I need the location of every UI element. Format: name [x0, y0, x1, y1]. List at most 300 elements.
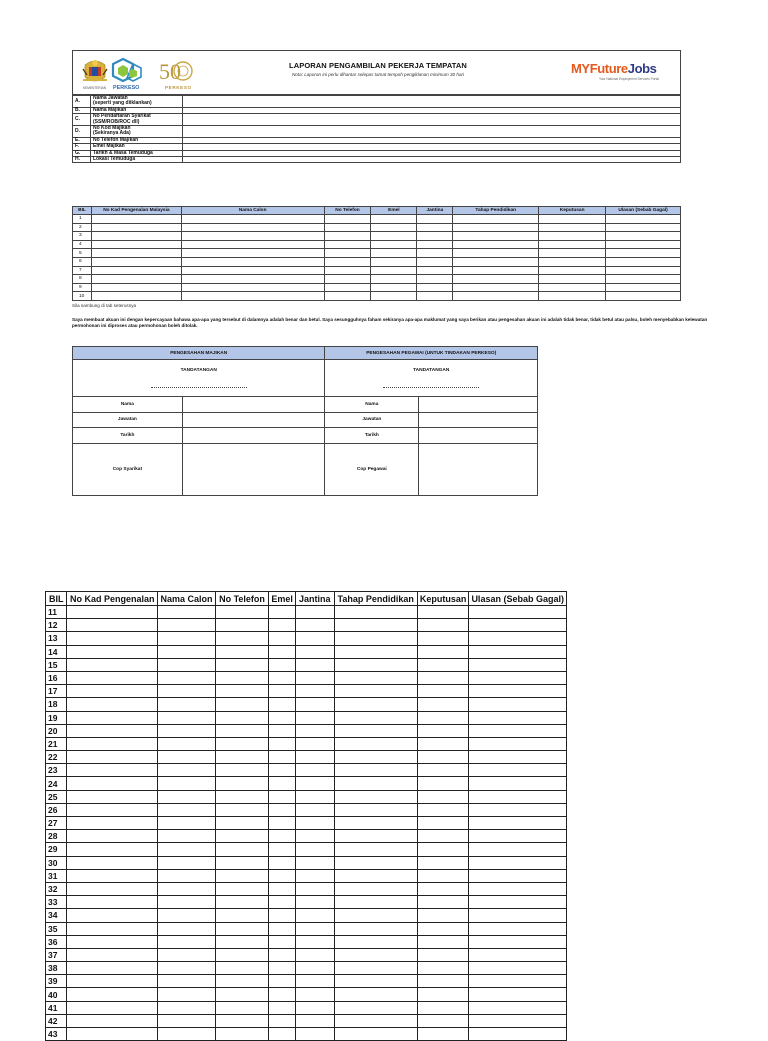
table-cell[interactable]	[181, 240, 324, 249]
table-cell[interactable]	[469, 988, 567, 1001]
table-cell[interactable]	[334, 1028, 417, 1041]
table-cell[interactable]	[158, 619, 216, 632]
table-cell[interactable]	[181, 215, 324, 224]
info-row-value-field[interactable]	[183, 96, 681, 108]
table-cell[interactable]	[215, 777, 268, 790]
table-cell[interactable]	[417, 975, 469, 988]
table-cell[interactable]	[269, 909, 296, 922]
table-cell[interactable]	[269, 843, 296, 856]
table-cell[interactable]	[269, 724, 296, 737]
table-cell[interactable]	[181, 266, 324, 275]
table-cell[interactable]	[296, 658, 334, 671]
table-cell[interactable]	[67, 803, 158, 816]
table-cell[interactable]	[334, 658, 417, 671]
table-cell[interactable]	[215, 909, 268, 922]
table-cell[interactable]	[417, 275, 453, 284]
table-cell[interactable]	[417, 1014, 469, 1027]
table-cell[interactable]	[469, 803, 567, 816]
table-cell[interactable]	[469, 935, 567, 948]
info-row-value-field[interactable]	[183, 157, 681, 163]
info-row-value-field[interactable]	[183, 114, 681, 126]
table-cell[interactable]	[181, 283, 324, 292]
table-cell[interactable]	[469, 658, 567, 671]
table-cell[interactable]	[371, 283, 417, 292]
table-cell[interactable]	[67, 1014, 158, 1027]
table-cell[interactable]	[215, 724, 268, 737]
table-cell[interactable]	[606, 275, 681, 284]
table-cell[interactable]	[324, 249, 371, 258]
table-cell[interactable]	[324, 275, 371, 284]
table-cell[interactable]	[215, 764, 268, 777]
table-cell[interactable]	[158, 764, 216, 777]
table-cell[interactable]	[371, 266, 417, 275]
table-cell[interactable]	[215, 698, 268, 711]
table-cell[interactable]	[269, 698, 296, 711]
table-cell[interactable]	[215, 948, 268, 961]
table-cell[interactable]	[469, 645, 567, 658]
table-cell[interactable]	[417, 698, 469, 711]
table-cell[interactable]	[158, 830, 216, 843]
table-cell[interactable]	[417, 962, 469, 975]
table-cell[interactable]	[91, 232, 181, 241]
table-cell[interactable]	[67, 817, 158, 830]
table-cell[interactable]	[269, 988, 296, 1001]
table-cell[interactable]	[417, 1001, 469, 1014]
table-cell[interactable]	[67, 843, 158, 856]
table-cell[interactable]	[417, 619, 469, 632]
table-cell[interactable]	[334, 737, 417, 750]
table-cell[interactable]	[158, 790, 216, 803]
table-cell[interactable]	[334, 777, 417, 790]
table-cell[interactable]	[539, 223, 606, 232]
table-cell[interactable]	[469, 1014, 567, 1027]
table-cell[interactable]	[417, 843, 469, 856]
table-cell[interactable]	[334, 724, 417, 737]
table-cell[interactable]	[469, 909, 567, 922]
table-cell[interactable]	[469, 737, 567, 750]
table-cell[interactable]	[158, 658, 216, 671]
table-cell[interactable]	[334, 1001, 417, 1014]
table-cell[interactable]	[158, 817, 216, 830]
table-cell[interactable]	[158, 632, 216, 645]
table-cell[interactable]	[215, 632, 268, 645]
table-cell[interactable]	[417, 790, 469, 803]
table-cell[interactable]	[417, 606, 469, 619]
table-cell[interactable]	[269, 751, 296, 764]
table-cell[interactable]	[158, 909, 216, 922]
table-cell[interactable]	[296, 817, 334, 830]
table-cell[interactable]	[417, 266, 453, 275]
table-cell[interactable]	[469, 711, 567, 724]
table-cell[interactable]	[67, 790, 158, 803]
table-cell[interactable]	[334, 935, 417, 948]
table-cell[interactable]	[417, 764, 469, 777]
table-cell[interactable]	[606, 249, 681, 258]
table-cell[interactable]	[371, 240, 417, 249]
table-cell[interactable]	[606, 223, 681, 232]
table-cell[interactable]	[215, 856, 268, 869]
table-cell[interactable]	[296, 922, 334, 935]
table-cell[interactable]	[417, 882, 469, 895]
table-cell[interactable]	[453, 240, 539, 249]
table-cell[interactable]	[469, 948, 567, 961]
table-cell[interactable]	[269, 606, 296, 619]
table-cell[interactable]	[296, 751, 334, 764]
table-cell[interactable]	[67, 1001, 158, 1014]
table-cell[interactable]	[469, 817, 567, 830]
table-cell[interactable]	[469, 869, 567, 882]
officer-stamp-field[interactable]	[419, 443, 538, 495]
table-cell[interactable]	[371, 232, 417, 241]
table-cell[interactable]	[539, 257, 606, 266]
table-cell[interactable]	[215, 896, 268, 909]
table-cell[interactable]	[269, 869, 296, 882]
table-cell[interactable]	[67, 619, 158, 632]
table-cell[interactable]	[296, 645, 334, 658]
table-cell[interactable]	[324, 240, 371, 249]
table-cell[interactable]	[67, 975, 158, 988]
officer-name-field[interactable]	[419, 397, 538, 413]
table-cell[interactable]	[67, 777, 158, 790]
table-cell[interactable]	[269, 685, 296, 698]
table-cell[interactable]	[296, 962, 334, 975]
table-cell[interactable]	[215, 922, 268, 935]
table-cell[interactable]	[158, 685, 216, 698]
company-stamp-field[interactable]	[182, 443, 325, 495]
table-cell[interactable]	[67, 764, 158, 777]
table-cell[interactable]	[334, 843, 417, 856]
table-cell[interactable]	[417, 751, 469, 764]
table-cell[interactable]	[296, 698, 334, 711]
table-cell[interactable]	[469, 685, 567, 698]
table-cell[interactable]	[158, 724, 216, 737]
table-cell[interactable]	[215, 671, 268, 684]
table-cell[interactable]	[91, 223, 181, 232]
table-cell[interactable]	[67, 698, 158, 711]
table-cell[interactable]	[469, 830, 567, 843]
table-cell[interactable]	[158, 882, 216, 895]
table-cell[interactable]	[296, 856, 334, 869]
table-cell[interactable]	[269, 1014, 296, 1027]
table-cell[interactable]	[296, 685, 334, 698]
table-cell[interactable]	[469, 698, 567, 711]
table-cell[interactable]	[371, 249, 417, 258]
employer-position-field[interactable]	[182, 412, 325, 428]
table-cell[interactable]	[67, 962, 158, 975]
table-cell[interactable]	[417, 724, 469, 737]
table-cell[interactable]	[417, 896, 469, 909]
table-cell[interactable]	[67, 751, 158, 764]
table-cell[interactable]	[215, 1014, 268, 1027]
table-cell[interactable]	[417, 232, 453, 241]
table-cell[interactable]	[539, 275, 606, 284]
table-cell[interactable]	[324, 283, 371, 292]
table-cell[interactable]	[91, 275, 181, 284]
table-cell[interactable]	[269, 803, 296, 816]
table-cell[interactable]	[334, 606, 417, 619]
table-cell[interactable]	[417, 671, 469, 684]
table-cell[interactable]	[158, 698, 216, 711]
table-cell[interactable]	[417, 737, 469, 750]
table-cell[interactable]	[91, 292, 181, 301]
table-cell[interactable]	[539, 215, 606, 224]
table-cell[interactable]	[269, 737, 296, 750]
table-cell[interactable]	[469, 922, 567, 935]
table-cell[interactable]	[269, 948, 296, 961]
table-cell[interactable]	[215, 1028, 268, 1041]
table-cell[interactable]	[606, 266, 681, 275]
table-cell[interactable]	[334, 751, 417, 764]
table-cell[interactable]	[334, 632, 417, 645]
table-cell[interactable]	[371, 257, 417, 266]
table-cell[interactable]	[417, 292, 453, 301]
table-cell[interactable]	[539, 240, 606, 249]
table-cell[interactable]	[158, 671, 216, 684]
table-cell[interactable]	[371, 223, 417, 232]
table-cell[interactable]	[334, 1014, 417, 1027]
table-cell[interactable]	[215, 882, 268, 895]
table-cell[interactable]	[453, 292, 539, 301]
table-cell[interactable]	[296, 1001, 334, 1014]
table-cell[interactable]	[296, 896, 334, 909]
table-cell[interactable]	[215, 606, 268, 619]
table-cell[interactable]	[324, 257, 371, 266]
table-cell[interactable]	[215, 817, 268, 830]
table-cell[interactable]	[469, 764, 567, 777]
table-cell[interactable]	[296, 619, 334, 632]
table-cell[interactable]	[296, 1014, 334, 1027]
table-cell[interactable]	[469, 619, 567, 632]
table-cell[interactable]	[334, 790, 417, 803]
table-cell[interactable]	[269, 896, 296, 909]
table-cell[interactable]	[67, 869, 158, 882]
table-cell[interactable]	[269, 1028, 296, 1041]
table-cell[interactable]	[269, 658, 296, 671]
table-cell[interactable]	[334, 909, 417, 922]
table-cell[interactable]	[324, 223, 371, 232]
table-cell[interactable]	[334, 948, 417, 961]
table-cell[interactable]	[181, 232, 324, 241]
table-cell[interactable]	[67, 606, 158, 619]
table-cell[interactable]	[417, 948, 469, 961]
table-cell[interactable]	[296, 935, 334, 948]
table-cell[interactable]	[158, 1028, 216, 1041]
table-cell[interactable]	[215, 645, 268, 658]
table-cell[interactable]	[469, 975, 567, 988]
table-cell[interactable]	[606, 292, 681, 301]
table-cell[interactable]	[158, 645, 216, 658]
table-cell[interactable]	[269, 922, 296, 935]
officer-signature-cell[interactable]	[325, 360, 538, 397]
table-cell[interactable]	[269, 830, 296, 843]
table-cell[interactable]	[269, 790, 296, 803]
table-cell[interactable]	[269, 962, 296, 975]
table-cell[interactable]	[453, 249, 539, 258]
table-cell[interactable]	[417, 645, 469, 658]
table-cell[interactable]	[91, 266, 181, 275]
table-cell[interactable]	[296, 1028, 334, 1041]
table-cell[interactable]	[296, 882, 334, 895]
table-cell[interactable]	[469, 896, 567, 909]
table-cell[interactable]	[539, 283, 606, 292]
table-cell[interactable]	[539, 249, 606, 258]
table-cell[interactable]	[67, 896, 158, 909]
table-cell[interactable]	[417, 922, 469, 935]
info-row-value-field[interactable]	[183, 126, 681, 138]
table-cell[interactable]	[215, 830, 268, 843]
table-cell[interactable]	[453, 257, 539, 266]
table-cell[interactable]	[469, 724, 567, 737]
table-cell[interactable]	[417, 257, 453, 266]
table-cell[interactable]	[417, 658, 469, 671]
table-cell[interactable]	[324, 266, 371, 275]
table-cell[interactable]	[417, 711, 469, 724]
table-cell[interactable]	[296, 843, 334, 856]
table-cell[interactable]	[181, 249, 324, 258]
table-cell[interactable]	[469, 962, 567, 975]
table-cell[interactable]	[371, 275, 417, 284]
table-cell[interactable]	[215, 843, 268, 856]
table-cell[interactable]	[181, 257, 324, 266]
table-cell[interactable]	[296, 632, 334, 645]
table-cell[interactable]	[469, 751, 567, 764]
table-cell[interactable]	[296, 988, 334, 1001]
table-cell[interactable]	[67, 935, 158, 948]
table-cell[interactable]	[215, 711, 268, 724]
table-cell[interactable]	[215, 975, 268, 988]
table-cell[interactable]	[158, 935, 216, 948]
table-cell[interactable]	[296, 790, 334, 803]
table-cell[interactable]	[469, 777, 567, 790]
table-cell[interactable]	[158, 869, 216, 882]
table-cell[interactable]	[215, 751, 268, 764]
table-cell[interactable]	[158, 1001, 216, 1014]
table-cell[interactable]	[334, 975, 417, 988]
employer-date-field[interactable]	[182, 428, 325, 444]
table-cell[interactable]	[269, 711, 296, 724]
table-cell[interactable]	[469, 882, 567, 895]
table-cell[interactable]	[215, 935, 268, 948]
table-cell[interactable]	[469, 790, 567, 803]
table-cell[interactable]	[469, 856, 567, 869]
table-cell[interactable]	[158, 975, 216, 988]
table-cell[interactable]	[334, 988, 417, 1001]
table-cell[interactable]	[334, 711, 417, 724]
table-cell[interactable]	[181, 223, 324, 232]
table-cell[interactable]	[417, 215, 453, 224]
table-cell[interactable]	[67, 711, 158, 724]
table-cell[interactable]	[215, 658, 268, 671]
table-cell[interactable]	[269, 777, 296, 790]
table-cell[interactable]	[269, 856, 296, 869]
table-cell[interactable]	[334, 803, 417, 816]
table-cell[interactable]	[158, 1014, 216, 1027]
employer-name-field[interactable]	[182, 397, 325, 413]
table-cell[interactable]	[215, 790, 268, 803]
table-cell[interactable]	[334, 764, 417, 777]
table-cell[interactable]	[296, 803, 334, 816]
table-cell[interactable]	[91, 240, 181, 249]
table-cell[interactable]	[296, 764, 334, 777]
table-cell[interactable]	[417, 685, 469, 698]
table-cell[interactable]	[296, 737, 334, 750]
table-cell[interactable]	[296, 869, 334, 882]
table-cell[interactable]	[269, 645, 296, 658]
table-cell[interactable]	[334, 698, 417, 711]
table-cell[interactable]	[453, 275, 539, 284]
table-cell[interactable]	[334, 645, 417, 658]
table-cell[interactable]	[371, 215, 417, 224]
table-cell[interactable]	[269, 619, 296, 632]
table-cell[interactable]	[269, 935, 296, 948]
table-cell[interactable]	[417, 240, 453, 249]
table-cell[interactable]	[334, 896, 417, 909]
table-cell[interactable]	[215, 1001, 268, 1014]
table-cell[interactable]	[67, 882, 158, 895]
table-cell[interactable]	[91, 215, 181, 224]
table-cell[interactable]	[158, 711, 216, 724]
table-cell[interactable]	[158, 922, 216, 935]
table-cell[interactable]	[417, 223, 453, 232]
table-cell[interactable]	[181, 292, 324, 301]
table-cell[interactable]	[417, 935, 469, 948]
table-cell[interactable]	[296, 724, 334, 737]
table-cell[interactable]	[334, 856, 417, 869]
table-cell[interactable]	[334, 685, 417, 698]
table-cell[interactable]	[606, 240, 681, 249]
table-cell[interactable]	[158, 803, 216, 816]
table-cell[interactable]	[67, 671, 158, 684]
table-cell[interactable]	[67, 632, 158, 645]
table-cell[interactable]	[215, 737, 268, 750]
table-cell[interactable]	[67, 922, 158, 935]
table-cell[interactable]	[296, 777, 334, 790]
table-cell[interactable]	[269, 671, 296, 684]
table-cell[interactable]	[269, 1001, 296, 1014]
table-cell[interactable]	[453, 215, 539, 224]
table-cell[interactable]	[606, 215, 681, 224]
table-cell[interactable]	[296, 711, 334, 724]
table-cell[interactable]	[67, 988, 158, 1001]
table-cell[interactable]	[91, 283, 181, 292]
table-cell[interactable]	[417, 856, 469, 869]
table-cell[interactable]	[417, 632, 469, 645]
table-cell[interactable]	[417, 817, 469, 830]
table-cell[interactable]	[417, 909, 469, 922]
table-cell[interactable]	[539, 232, 606, 241]
table-cell[interactable]	[417, 1028, 469, 1041]
table-cell[interactable]	[158, 988, 216, 1001]
table-cell[interactable]	[158, 962, 216, 975]
table-cell[interactable]	[417, 830, 469, 843]
table-cell[interactable]	[67, 724, 158, 737]
officer-position-field[interactable]	[419, 412, 538, 428]
table-cell[interactable]	[334, 619, 417, 632]
table-cell[interactable]	[469, 1028, 567, 1041]
table-cell[interactable]	[334, 922, 417, 935]
table-cell[interactable]	[158, 843, 216, 856]
table-cell[interactable]	[539, 266, 606, 275]
table-cell[interactable]	[334, 962, 417, 975]
table-cell[interactable]	[158, 896, 216, 909]
table-cell[interactable]	[158, 856, 216, 869]
table-cell[interactable]	[453, 232, 539, 241]
table-cell[interactable]	[469, 632, 567, 645]
table-cell[interactable]	[334, 830, 417, 843]
table-cell[interactable]	[67, 737, 158, 750]
table-cell[interactable]	[269, 764, 296, 777]
table-cell[interactable]	[334, 882, 417, 895]
